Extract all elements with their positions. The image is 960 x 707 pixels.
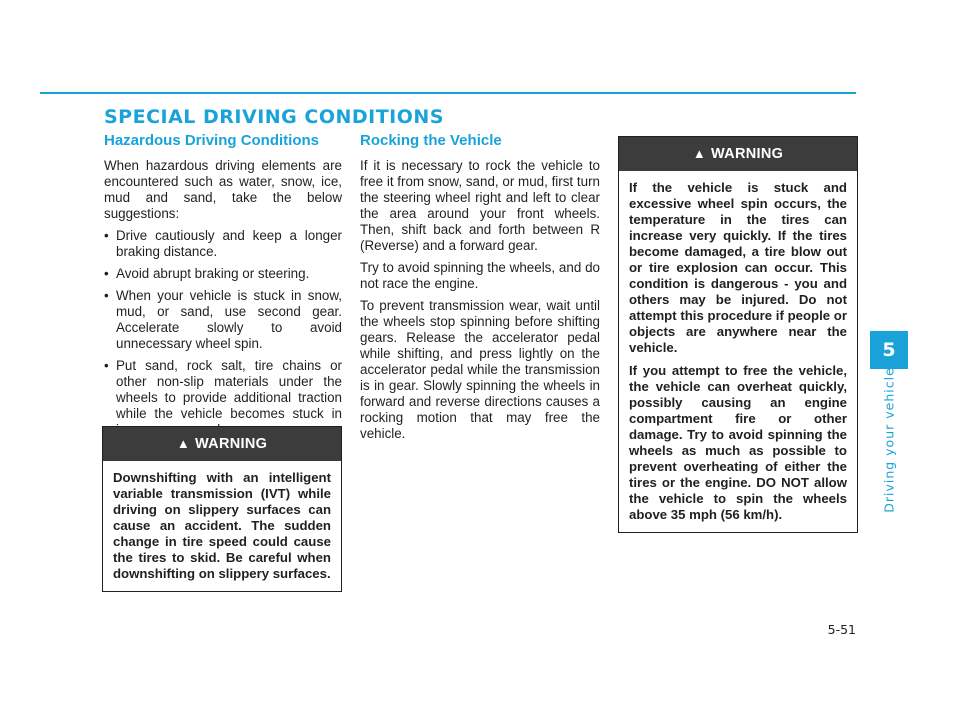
column-hazardous [104, 132, 342, 444]
warning-body [619, 171, 857, 532]
rocking-paragraph: Try to avoid spinning the wheels, and do not race the engine. [360, 260, 600, 291]
column-rocking [360, 132, 600, 448]
chapter-label: Driving your vehicle [881, 367, 897, 513]
warning-header: ▲ WARNING [619, 137, 857, 171]
bullet-icon: • [104, 266, 109, 281]
top-rule [40, 92, 856, 94]
bullet-icon: • [104, 228, 109, 243]
page-number: 5-51 [827, 622, 856, 637]
warning-text: If the vehicle is stuck and excessive wheel spin occurs, the temperature in the tires can increase very quickly. If the tires become damaged, a tire blow out or tire explosion can occur. This condition is dangerous - you and others may be injured. Do not attempt this procedure if people or objects are anywhere near the vehicle. [629, 180, 847, 355]
warning-text: Downshifting with an intelligent variable transmission (IVT) while driving on slippery surfaces can cause an accident. The sudden change in tire speed could cause the tires to skid. Be careful when downshifting on slippery surfaces. [113, 470, 331, 581]
rocking-heading: Rocking the Vehicle [360, 132, 502, 149]
rocking-paragraph: To prevent transmission wear, wait until the wheels stop spinning before shifting gears. Release the accelerator pedal while shifting, and press lightly on the accelerator pedal while the transmission is in gear. Slowly spinning the wheels in forward and reverse directions causes a rocking motion that may free the vehicle. [360, 298, 600, 441]
list-item: • When your vehicle is stuck in snow, mud, or sand, use second gear. Accelerate slowly to avoid unnecessary wheel spin. [104, 288, 342, 351]
warning-text: If you attempt to free the vehicle, the vehicle can overheat quickly, possibly causing an engine compartment fire or other damage. Try to avoid spinning the wheels as much as possible to prevent overheating of either the tires or the engine. DO NOT allow the vehicle to spin the wheels above 35 mph (56 km/h). [629, 363, 847, 522]
warning-body [103, 461, 341, 591]
rocking-paragraph: If it is necessary to rock the vehicle to free it from snow, sand, or mud, first turn the steering wheel right and left to clear the area around your front wheels. Then, shift back and forth between R (Reverse) and a forward gear. [360, 158, 600, 253]
warning-header: ▲ WARNING [103, 427, 341, 461]
bullet-icon: • [104, 288, 109, 303]
hazardous-heading: Hazardous Driving Conditions [104, 132, 320, 149]
warning-triangle-icon: ▲ [176, 436, 190, 451]
warning-box-downshifting [102, 426, 342, 592]
bullet-icon: • [104, 358, 109, 373]
hazardous-list [104, 228, 342, 438]
section-title: SPECIAL DRIVING CONDITIONS [104, 106, 444, 128]
list-item: • Avoid abrupt braking or steering. [104, 266, 310, 281]
list-item: • Put sand, rock salt, tire chains or other non-slip materials under the wheels to provide additional traction while the vehicle becomes stuck in [104, 358, 342, 421]
hazardous-intro: When hazardous driving elements are encountered such as water, snow, ice, mud and sand, take the below suggestions: [104, 158, 342, 221]
list-item: • Drive cautiously and keep a longer braking distance. [104, 228, 342, 259]
warning-triangle-icon: ▲ [692, 146, 706, 161]
warning-box-stuck-vehicle [618, 136, 858, 533]
chapter-number-tab: 5 [870, 331, 908, 369]
